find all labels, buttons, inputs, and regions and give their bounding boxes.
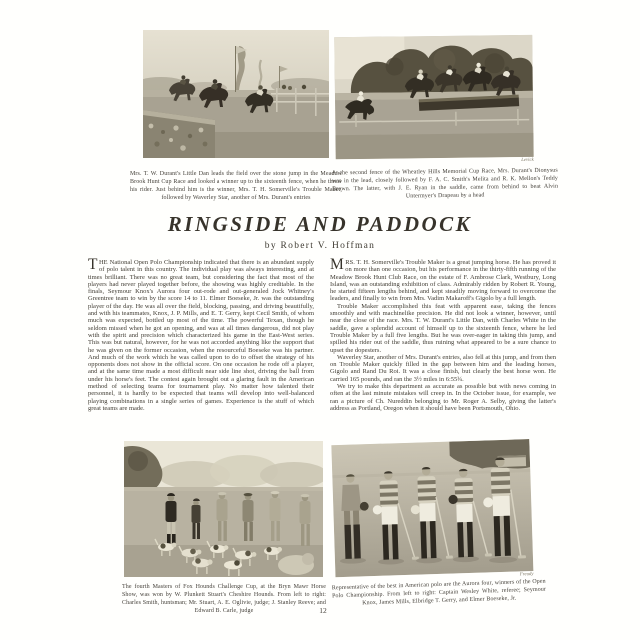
page-number: 12 <box>319 606 327 615</box>
photo-wheatley-hills-fence <box>334 35 533 159</box>
photo-credit-freudy: Freudy <box>519 571 534 578</box>
stone-jump-illustration <box>143 30 329 158</box>
top-right-photo-group <box>332 33 544 166</box>
drop-cap: M <box>330 256 344 273</box>
page-title: RINGSIDE AND PADDOCK <box>167 212 473 236</box>
article-right-column <box>330 256 556 412</box>
article-paragraph: We try to make this department as accurate as possible but with news coming in often at the last minute mistakes will creep in. In the October issue, for example, we ran a picture of Ch. Nureddin belonging to Mr. Roger A. Selby, giving the latter's address as Portland, Oregon when it should have been Portsmouth, Ohio. <box>330 383 556 412</box>
steeplechase-fence-illustration <box>334 35 533 159</box>
article-left-column <box>88 256 314 412</box>
photo-polo-team <box>331 439 533 577</box>
drop-cap: T <box>88 256 98 273</box>
caption-polo-team: Representative of the best in American polo are the Aurora four, winners of the Open Polo Championship. From left to right: Captain Wesley White, referee; Seymour Knox, James Mills, Elbridge T. Gerry, and Elmer Boeseke, Jr. <box>331 578 547 607</box>
article-paragraph: Trouble Maker accomplished this feat with apparent ease, taking the fences smoothly and with machinelike precision. He did not look a winner, however, until near the close of the race. Mrs. T. W. Durant's Little Dan, with Charles White in the saddle, gave a splendid account of himself up to the sixteenth fence, where he led Trouble Maker by a full five lengths. But he was over-eager in taking this jump, and spilled his rider out of the saddle, thus ruining what appeared to be a sure chance to upset the dopesters. <box>330 302 556 354</box>
caption-wheatley-hills: At the second fence of the Wheatley Hills Memorial Cup Race, Mrs. Durant's Dionysus was in the lead, closely followed by F. A. C. Smith's Melita and R. K. Mellon's Teddy Brown. The latter, with J. E. Ryan in the saddle, came from behind to beat Alvin Untermyer's Drapeau by a head <box>331 167 559 200</box>
article-body <box>88 256 556 412</box>
photo-credit-levick: Levick <box>521 157 534 163</box>
bottom-right-photo-group <box>327 435 547 622</box>
article-paragraph: Waverley Star, another of Mrs. Durant's entries, also fell at this jump, and from then on Trouble Maker quickly filled in the gap between him and the leading horses, Gigolo and Rand Du Roi. It was a close finish, but clearly the best horse won. He carried 165 pounds, and ran the 3½ miles in 6:55¾. <box>330 353 556 383</box>
photo-fox-hounds <box>124 441 323 577</box>
fox-hounds-illustration <box>124 441 323 577</box>
polo-team-illustration <box>331 439 533 577</box>
byline: by Robert V. Hoffman <box>264 241 376 251</box>
article-paragraph: THE National Open Polo Championship indicated that there is an abundant supply of polo talent in this country. The individual play was always interesting, and at times brilliant. There was no great team, but considering the fact that most of the players had never played together before, the showing was highly creditable. In the finals, Seymour Knox's Aurora four out-rode and out-generaled Jock Whitney's Greentree team to win by the score 14 to 11. Elmer Boeseke, Jr. was the outstanding player of the day. He was all over the field, blocking, passing, and driving beautifully, and with his teammates, Knox, J. P. Mills, and E. T. Gerry, kept Cecil Smith, of whom much was expected, bottled up most of the time. The powerful Texan, though he seldom missed when he got an opening, and was at all times dangerous, did not play with the spirit and precision which characterized his game in the East-West series. This was but natural, however, for he was not accorded anything like the support that he was given on the former occasion, when the resourceful Boeseke was his partner. And much of the work which he was called upon to do to offset the strategy of his opponents does not show in the official score. On one occasion he rode off a player, and at the same time made a most difficult near side line shot, driving the ball from under his horse's feet. The contest again brought out a glaring fault in the American method of selecting teams for tournament play. No matter how talented their personnel, it is hardly to be expected that teams will develop into well-balanced playing combinations in a single series of games. Experience is the stuff of which great teams are made. <box>88 256 314 412</box>
caption-stone-jump: Mrs. T. W. Durant's Little Dan leads the field over the stone jump in the Meadow Brook Hunt Cup Race and looked a winner up to the sixteenth fence, when he threw his rider. Just behind him is the winner, Mrs. T. H. Somerville's Trouble Maker, followed by Waverley Star, another of Mrs. Durant's entries <box>130 171 342 202</box>
caption-fox-hounds: The fourth Masters of Fox Hounds Challenge Cup, at the Bryn Mawr Horse Show, was won by W. Plunkett Stuart's Cheshire Hounds. From left to right: Charles Smith, huntsman; Mr. Stuart, A. E. Oglivie, judge; J. Stanley Reeve; and Edward B. Carle, judge <box>122 584 326 615</box>
article-paragraph: MRS. T. H. Somerville's Trouble Maker is a great jumping horse. He has proved it on more than one occasion, but his performance in the thirty-fifth running of the Meadow Brook Hunt Club Race, on the estate of F. Ambrose Clark, Westbury, Long Island, was an outstanding exhibition of class. Admirably ridden by Robert R. Young, he started fifteen lengths behind, and kept steadily moving forward to overcome the leaders, and finally to win from Mrs. Vadim Makaroff's Gigolo by a full length. <box>330 256 556 303</box>
photo-stone-jump <box>143 30 329 158</box>
